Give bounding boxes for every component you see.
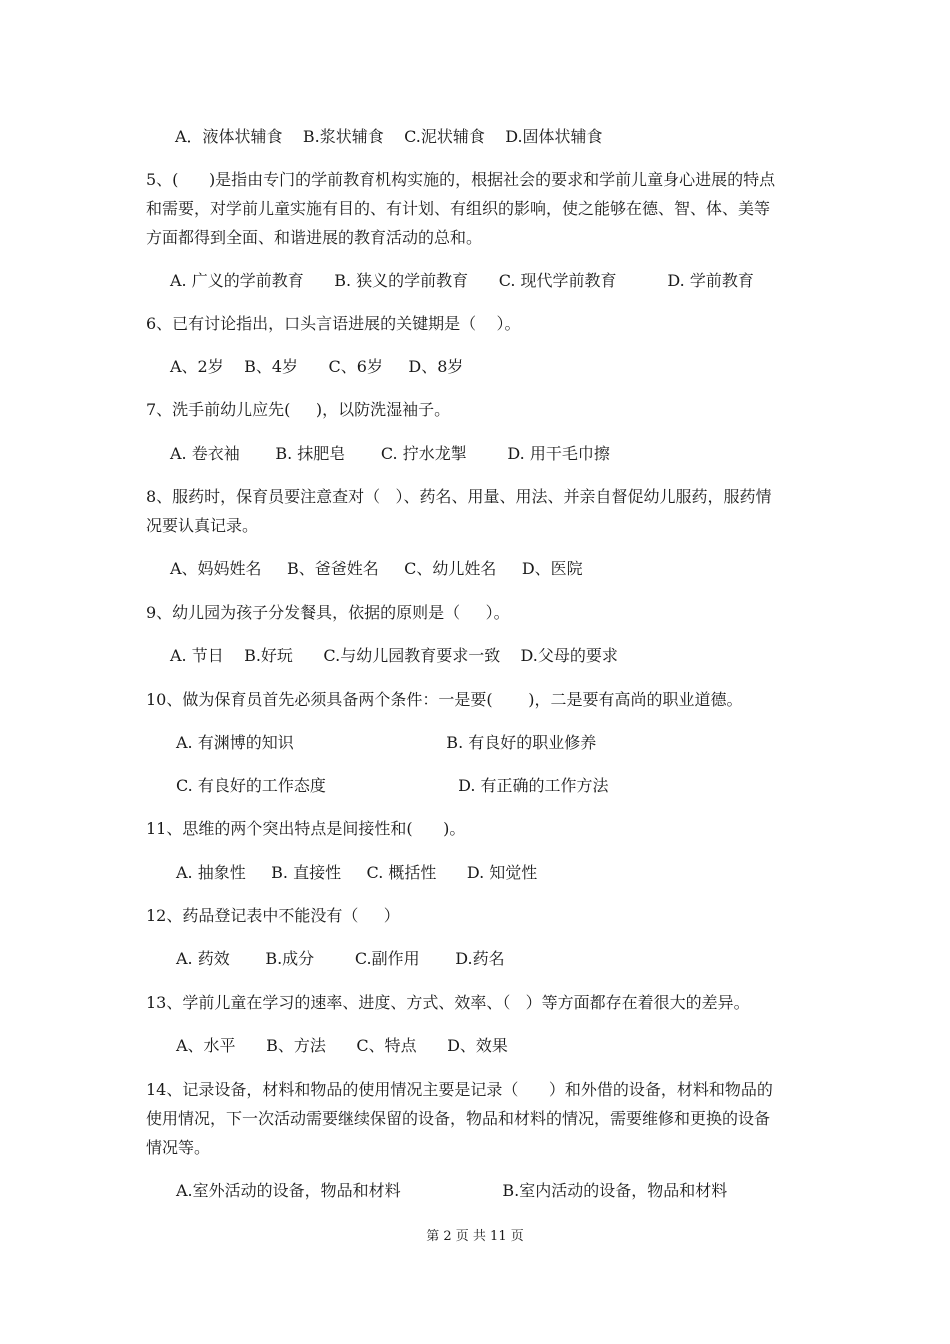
q6-stem: 6、已有讨论指出，口头言语进展的关键期是（ ）。	[146, 314, 521, 333]
q5-line-1: 5、( )是指由专门的学前教育机构实施的，根据社会的要求和学前儿童身心进展的特点	[146, 170, 776, 189]
q4-options: A．液体状辅食 B.浆状辅食 C.泥状辅食 D.固体状辅食	[175, 127, 603, 146]
q14-line-2: 使用情况，下一次活动需要继续保留的设备，物品和材料的情况，需要维修和更换的设备	[146, 1109, 771, 1128]
q7-options: A. 卷衣袖 B. 抹肥皂 C. 拧水龙掣 D. 用干毛巾擦	[170, 444, 610, 463]
page-footer: 第 2 页 共 11 页	[426, 1229, 524, 1244]
q14-line-3: 情况等。	[146, 1138, 211, 1157]
q5-line-2: 和需要，对学前儿童实施有目的、有计划、有组织的影响，使之能够在德、智、体、美等	[146, 199, 771, 218]
q13-stem: 13、学前儿童在学习的速率、进度、方式、效率、（ ）等方面都存在着很大的差异。	[146, 993, 750, 1012]
q10-options-row-1: A. 有渊博的知识 B. 有良好的职业修养	[176, 733, 597, 752]
q10-options-row-2: C. 有良好的工作态度 D. 有正确的工作方法	[176, 776, 609, 795]
q5-line-3: 方面都得到全面、和谐进展的教育活动的总和。	[146, 228, 483, 247]
q8-options: A、妈妈姓名 B、爸爸姓名 C、幼儿姓名 D、医院	[170, 559, 583, 578]
q9-options: A. 节日 B.好玩 C.与幼儿园教育要求一致 D.父母的要求	[170, 646, 618, 665]
q5-options: A. 广义的学前教育 B. 狭义的学前教育 C. 现代学前教育 D. 学前教育	[170, 271, 754, 290]
q12-stem: 12、药品登记表中不能没有（ ）	[146, 906, 400, 925]
q14-line-1: 14、记录设备，材料和物品的使用情况主要是记录（ ）和外借的设备，材料和物品的	[146, 1080, 773, 1099]
q11-options: A. 抽象性 B. 直接性 C. 概括性 D. 知觉性	[176, 863, 538, 882]
q10-stem: 10、做为保育员首先必须具备两个条件：一是要( )，二是要有高尚的职业道德。	[146, 690, 743, 709]
q12-options: A. 药效 B.成分 C.副作用 D.药名	[176, 949, 505, 968]
q6-options: A、2岁 B、4岁 C、6岁 D、8岁	[170, 357, 464, 376]
q7-stem: 7、洗手前幼儿应先( )，以防洗湿袖子。	[146, 400, 451, 419]
q9-stem: 9、幼儿园为孩子分发餐具，依据的原则是（ ）。	[146, 603, 510, 622]
q8-line-1: 8、服药时，保育员要注意查对（ ）、药名、用量、用法、并亲自督促幼儿服药，服药情	[146, 487, 772, 506]
q13-options: A、水平 B、方法 C、特点 D、效果	[176, 1036, 508, 1055]
q8-line-2: 况要认真记录。	[146, 516, 259, 535]
q11-stem: 11、思维的两个突出特点是间接性和( )。	[146, 819, 466, 838]
q14-options: A.室外活动的设备，物品和材料 B.室内活动的设备，物品和材料	[176, 1181, 728, 1200]
